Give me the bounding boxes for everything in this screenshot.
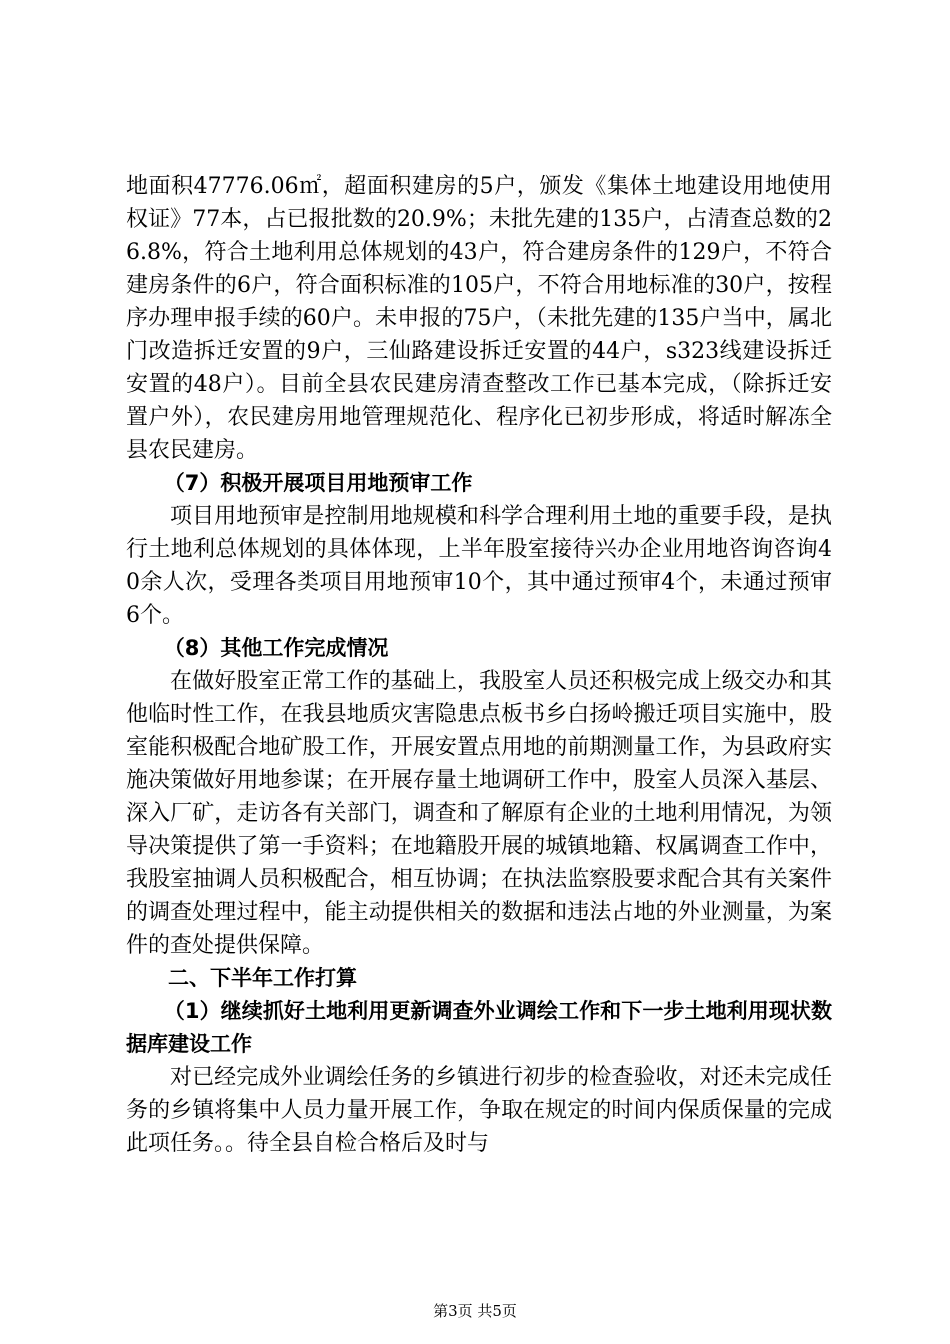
chapter-heading: 二、下半年工作打算 bbox=[168, 966, 357, 990]
body-paragraph: 在做好股室正常工作的基础上，我股室人员还积极完成上级交办和其他临时性工作，在我县地质灾害隐患点板书乡白扬岭搬迁项目实施中，股室能积极配合地矿股工作，开展安置点用地的前期测量工作，为县政府实施决策做好用地参谋；在开展存量土地调研工作中，股室人员深入基层、深入厂矿，走访各有关部门，调查和了解原有企业的土地利用情况，为领导决策提供了第一手资料；在地籍股开展的城镇地籍、权属调查工作中，我股室抽调人员积极配合，相互协调；在执法监察股要求配合其有关案件的调查处理过程中，能主动提供相关的数据和违法占地的外业测量，为案件的查处提供保障。 bbox=[126, 669, 832, 958]
section-heading: （8）其他工作完成情况 bbox=[163, 636, 389, 660]
body-paragraph: 项目用地预审是控制用地规模和科学合理利用土地的重要手段，是执行土地利总体规划的具体体现，上半年股室接待兴办企业用地咨询咨询40余人次，受理各类项目用地预审10个，其中通过预审4个，未通过预审6个。 bbox=[126, 504, 832, 628]
body-paragraph: 对已经完成外业调绘任务的乡镇进行初步的检查验收，对还未完成任务的乡镇将集中人员力量开展工作，争取在规定的时间内保质保量的完成此项任务。。待全县自检合格后及时与 bbox=[126, 1065, 832, 1156]
section-heading: （1）继续抓好土地利用更新调查外业调绘工作和下一步土地利用现状数据库建设工作 bbox=[126, 999, 832, 1056]
body-paragraph: 地面积47776.06㎡，超面积建房的5户，颁发《集体土地建设用地使用权证》77本，占已报批数的20.9%；未批先建的135户，占清查总数的26.8%，符合土地利用总体规划的43户，符合建房条件的129户，不符合建房条件的6户，符合面积标准的105户，不符合用地标准的30户，按程序办理申报手续的60户。未申报的75户，（未批先建的135户当中，属北门改造拆迁安置的9户，三仙路建设拆迁安置的44户，s323线建设拆迁安置的48户）。目前全县农民建房清查整改工作已基本完成，（除拆迁安置户外），农民建房用地管理规范化、程序化已初步形成，将适时解冻全县农民建房。 bbox=[126, 174, 832, 463]
section-heading: （7）积极开展项目用地预审工作 bbox=[163, 471, 473, 495]
document-page bbox=[126, 170, 832, 1160]
page-footer: 第3页 共5页 bbox=[433, 1302, 517, 1320]
